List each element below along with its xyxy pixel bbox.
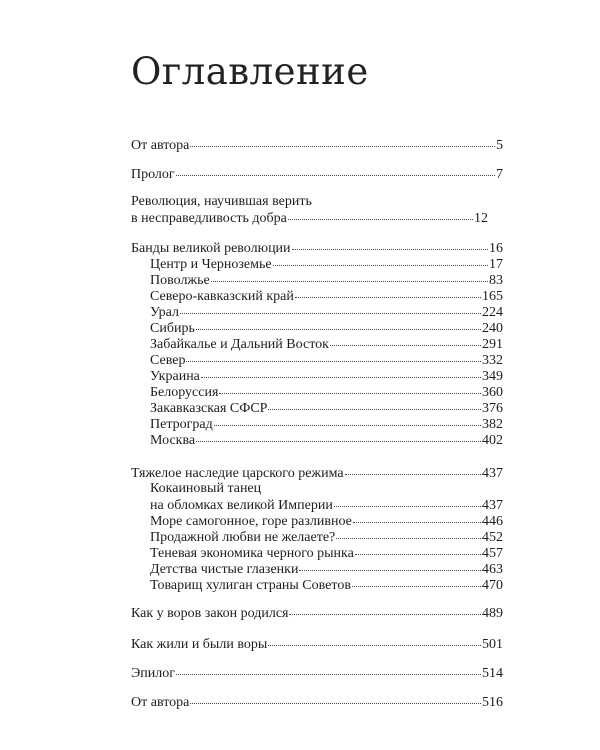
toc-entry-page: 224 xyxy=(482,305,503,320)
toc-entry-label: Продажной любви не желаете? xyxy=(150,530,336,545)
dot-leader xyxy=(330,334,481,346)
dot-leader xyxy=(219,382,481,394)
toc-entry xyxy=(131,465,503,481)
toc-entry-label: Украина xyxy=(150,369,200,384)
toc-entry-page: 349 xyxy=(482,369,503,384)
toc-entry-page: 457 xyxy=(482,546,503,561)
toc-entry-page: 291 xyxy=(482,337,503,352)
toc-entry-page: 16 xyxy=(489,241,503,256)
toc-entry-page: 446 xyxy=(482,514,503,529)
toc-entry-label: Море самогонное, горе разливное xyxy=(150,514,352,529)
toc-entry-label: Урал xyxy=(150,305,180,320)
toc-entry-page: 501 xyxy=(482,637,503,652)
toc-entry-page: 452 xyxy=(482,530,503,545)
dot-leader xyxy=(268,398,481,410)
dot-leader xyxy=(295,286,481,298)
dot-leader xyxy=(268,634,481,646)
toc-entry-label: Революция, научившая верить xyxy=(131,194,312,209)
toc-entry-page: 360 xyxy=(482,385,503,400)
dot-leader xyxy=(334,495,481,507)
dot-leader xyxy=(186,350,481,362)
dot-leader xyxy=(196,318,481,330)
toc-entry-page: 376 xyxy=(482,401,503,416)
toc-entry xyxy=(131,636,503,652)
dot-leader xyxy=(355,543,481,555)
dot-leader xyxy=(180,302,481,314)
toc-entry-page: 489 xyxy=(482,606,503,621)
toc-entry-label: Эпилог xyxy=(131,666,175,681)
toc-entry-label: Тяжелое наследие царского режима xyxy=(131,466,344,481)
toc-entry-label: От автора xyxy=(131,695,190,710)
dot-leader xyxy=(273,254,488,266)
toc-entry-label: Детства чистые глазенки xyxy=(150,562,299,577)
toc-entry-page: 516 xyxy=(482,695,503,710)
dot-leader xyxy=(211,270,488,282)
toc-entry-label: Забайкалье и Дальний Восток xyxy=(150,337,329,352)
toc-entry-label: Теневая экономика черного рынка xyxy=(150,546,354,561)
dot-leader xyxy=(299,559,481,571)
toc-entry-page: 463 xyxy=(482,562,503,577)
toc-entry-label: Поволжье xyxy=(150,273,210,288)
toc-entry xyxy=(131,166,503,182)
dot-leader xyxy=(190,692,481,704)
toc-entry-page: 165 xyxy=(482,289,503,304)
toc-entry-page: 83 xyxy=(489,273,503,288)
toc-subentry xyxy=(150,577,503,593)
toc-entry-page: 12 xyxy=(474,211,488,226)
toc-entry-label: Банды великой революции xyxy=(131,241,291,256)
toc-entry-label: Как у воров закон родился xyxy=(131,606,289,621)
toc-entry-page: 332 xyxy=(482,353,503,368)
toc-subentry xyxy=(150,432,503,448)
toc-entry xyxy=(131,137,503,153)
toc-entry-label: Белоруссия xyxy=(150,385,219,400)
toc-entry-page: 17 xyxy=(489,257,503,272)
dot-leader xyxy=(288,208,473,220)
toc-entry-label: Сибирь xyxy=(150,321,195,336)
dot-leader xyxy=(289,603,481,615)
toc-entry-label: Север xyxy=(150,353,186,368)
toc-entry-page: 514 xyxy=(482,666,503,681)
dot-leader xyxy=(353,511,481,523)
toc-entry-label: Закавказская СФСР xyxy=(150,401,268,416)
dot-leader xyxy=(292,238,488,250)
dot-leader xyxy=(176,663,481,675)
toc-entry-page: 5 xyxy=(496,138,503,153)
dot-leader xyxy=(190,135,495,147)
toc-entry-page: 402 xyxy=(482,433,503,448)
page-title: Оглавление xyxy=(131,50,369,93)
toc-entry-page: 470 xyxy=(482,578,503,593)
dot-leader xyxy=(214,414,481,426)
toc-entry-page: 437 xyxy=(482,498,503,513)
toc-entry xyxy=(131,694,503,710)
toc-entry xyxy=(131,605,503,621)
toc-entry-label: Петроград xyxy=(150,417,213,432)
toc-entry-label: Как жили и были воры xyxy=(131,637,268,652)
toc-entry-label: Центр и Черноземье xyxy=(150,257,272,272)
toc-entry-label: Москва xyxy=(150,433,196,448)
toc-entry-page: 382 xyxy=(482,417,503,432)
toc-entry-label: Товарищ хулиган страны Советов xyxy=(150,578,351,593)
dot-leader xyxy=(176,164,495,176)
toc-entry-label: От автора xyxy=(131,138,190,153)
toc-entry-page: 7 xyxy=(496,167,503,182)
toc-entry-page: 240 xyxy=(482,321,503,336)
toc-entry-label: на обломках великой Империи xyxy=(150,498,333,513)
dot-leader xyxy=(201,366,481,378)
dot-leader xyxy=(345,463,481,475)
toc-entry-label: Пролог xyxy=(131,167,175,182)
toc-entry-label: Северо-кавказский край xyxy=(150,289,294,304)
toc-entry-label: в несправедливость добра xyxy=(131,211,287,226)
toc-entry-page: 437 xyxy=(482,466,503,481)
toc-entry xyxy=(131,210,503,226)
toc-entry-label: Кокаиновый танец xyxy=(150,481,262,496)
dot-leader xyxy=(196,430,481,442)
dot-leader xyxy=(352,575,481,587)
toc-entry xyxy=(131,665,503,681)
dot-leader xyxy=(336,527,481,539)
